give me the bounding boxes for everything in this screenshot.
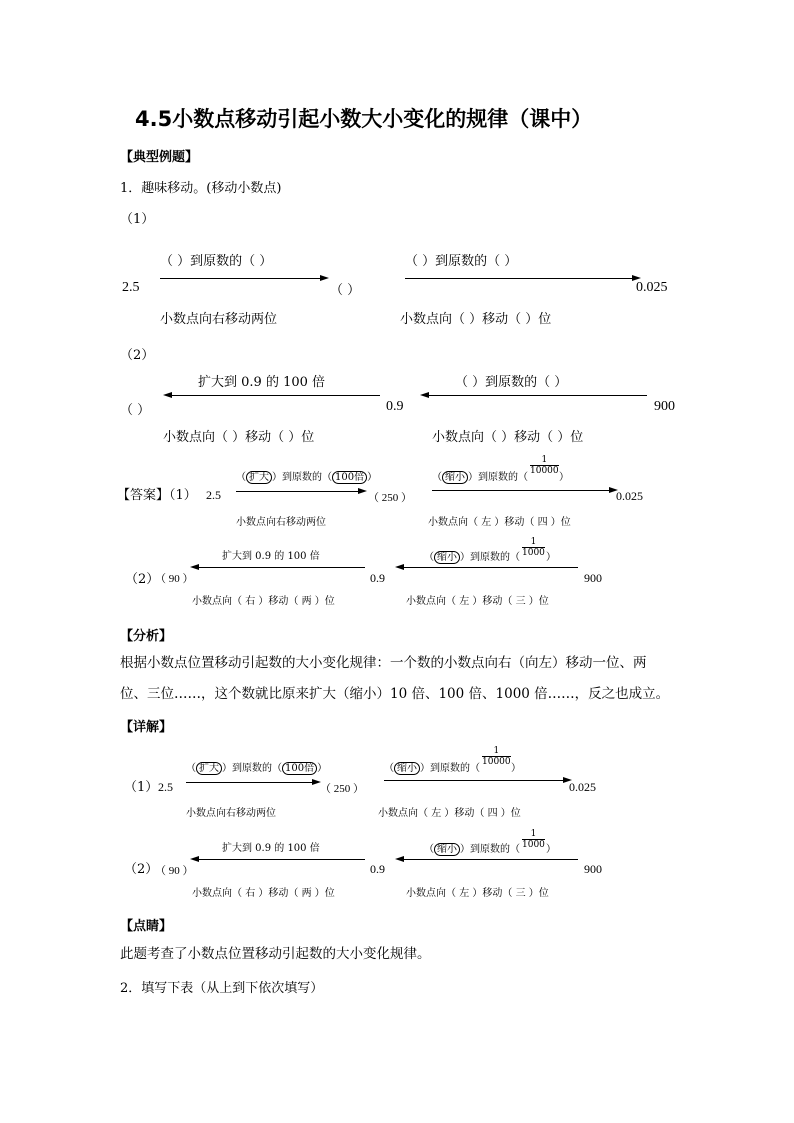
det-p2-arrow1-top: 扩大到 0.9 的 100 倍 [222,843,320,854]
q1p1-arrow2-line [405,278,633,279]
ans-p1-arrow2-line [432,490,610,491]
det-p1-arrow1-bottom: 小数点向右移动两位 [186,808,276,819]
ans-p1-arrow1-bottom: 小数点向右移动两位 [236,517,326,528]
part-1-label: （1） [120,212,155,227]
analysis-heading: 【分析】 [120,629,173,644]
ans-p2-arrow2-close: ） [546,552,556,563]
ans-p1-arrow2-bottom: 小数点向（ 左 ）移动（ 四 ）位 [428,517,571,528]
det-p1-arrow2-bottom: 小数点向（ 左 ）移动（ 四 ）位 [378,808,521,819]
det-p2-arrow2-line [402,859,578,860]
det-p1-arrow2-close: ） [511,763,521,774]
det-p1-end-number: 0.025 [569,780,596,794]
detail-part-2-label: （2） [124,862,159,877]
ans-p2-end-number: 900 [584,571,602,585]
ans-p1-mid-value: （ 250 ） [368,492,412,504]
ans-p1-arrow2-top: （ 缩小 ）到原数的（ [432,472,528,483]
ans-p2-mid-number: 0.9 [370,571,385,585]
det-p1-arrow2-line [384,780,564,781]
arrow-right-icon [320,275,329,281]
ans-p2-arrow1-bottom: 小数点向（ 右 ）移动（ 两 ）位 [192,596,335,607]
answer-part-2-label: （2） [125,572,160,587]
analysis-text-line-1: 根据小数点位置移动引起数的大小变化规律：一个数的小数点向右（向左）移动一位、两 [120,655,647,671]
q1p2-arrow1-top: 扩大到 0.9 的 100 倍 [198,375,326,390]
ans-p2-arrow2-top: （ 缩小 ）到原数的（ [424,552,520,563]
ans-p2-arrow2-bottom: 小数点向（ 左 ）移动（ 三 ）位 [406,596,549,607]
q1p2-mid-number: 0.9 [386,399,404,414]
ans-p1-arrow1-top: （ 扩大 ）到原数的（ 100倍 ） [236,472,378,483]
q1p2-end-number: 900 [654,399,675,414]
comment-heading: 【点睛】 [120,919,173,934]
det-p2-arrow2-top: （ 缩小 ）到原数的（ [424,844,520,855]
q1p1-arrow1-top: （ ）到原数的（ ） [160,254,273,269]
ans-p1-start-number: 2.5 [206,488,221,502]
ans-p2-fraction: $\frac{1}{1000}$ [522,537,545,558]
ans-p1-end-number: 0.025 [616,489,643,503]
answer-label: 【答案】（1） [117,488,197,503]
det-p2-mid-number: 0.9 [370,862,385,876]
section-example-heading: 【典型例题】 [120,150,199,165]
q1p1-answer-blank: （ ） [330,283,361,298]
q1p1-arrow2-top: （ ）到原数的（ ） [405,254,518,269]
ans-p2-start-value: （ 90 ） [155,573,194,585]
detail-part-1-label: （1） [124,780,159,795]
ans-p2-arrow1-top: 扩大到 0.9 的 100 倍 [222,551,320,562]
q1p2-arrow1-bottom: 小数点向（ ）移动（ ）位 [163,430,315,445]
det-p1-fraction: $\frac{1}{10000}$ [482,746,511,767]
part-2-label: （2） [120,348,155,363]
det-p2-arrow1-line [197,859,365,860]
q1p2-arrow2-top: （ ）到原数的（ ） [455,375,568,390]
q1p2-arrow1-line [170,395,380,396]
det-p2-start-value: （ 90 ） [155,865,194,877]
det-p1-start-number: 2.5 [158,780,173,794]
det-p2-end-number: 900 [584,862,602,876]
det-p1-arrow2-top: （ 缩小 ）到原数的（ [384,763,480,774]
ans-p1-arrow2-close: ） [559,472,569,483]
ans-p2-arrow1-line [197,567,365,568]
q1p1-arrow1-line [160,278,320,279]
page-title: 4.5小数点移动引起小数大小变化的规律（课中） [135,107,593,131]
det-p1-arrow1-top: （ 扩大 ）到原数的（ 100倍 ） [186,763,328,774]
ans-p1-fraction: $\frac{1}{10000}$ [530,455,559,476]
ans-p2-arrow2-line [402,567,578,568]
arrow-right-icon [358,488,367,494]
det-p2-arrow2-close: ） [546,844,556,855]
q1p1-arrow2-bottom: 小数点向（ ）移动（ ）位 [400,312,552,327]
det-p1-mid-value: （ 250 ） [320,783,364,795]
det-p2-fraction: $\frac{1}{1000}$ [522,829,545,850]
q1p1-end-number: 0.025 [636,280,668,295]
det-p2-arrow1-bottom: 小数点向（ 右 ）移动（ 两 ）位 [192,888,335,899]
comment-text: 此题考查了小数点位置移动引起数的大小变化规律。 [120,946,431,962]
question-1-stem: 1．趣味移动。(移动小数点) [120,181,282,196]
ans-p1-arrow1-line [236,491,358,492]
analysis-text-line-2: 位、三位……，这个数就比原来扩大（缩小）10 倍、100 倍、1000 倍……，反之也成立。 [120,686,670,702]
q1p2-answer-blank: （ ） [120,403,151,418]
q1p1-arrow1-bottom: 小数点向右移动两位 [160,312,278,327]
q1p1-start-number: 2.5 [122,280,140,295]
det-p1-arrow1-line [186,782,312,783]
q1p2-arrow2-bottom: 小数点向（ ）移动（ ）位 [432,430,584,445]
det-p2-arrow2-bottom: 小数点向（ 左 ）移动（ 三 ）位 [406,888,549,899]
question-2-stem: 2．填写下表（从上到下依次填写） [120,981,324,996]
q1p2-arrow2-line [427,395,647,396]
detail-heading: 【详解】 [120,720,173,735]
